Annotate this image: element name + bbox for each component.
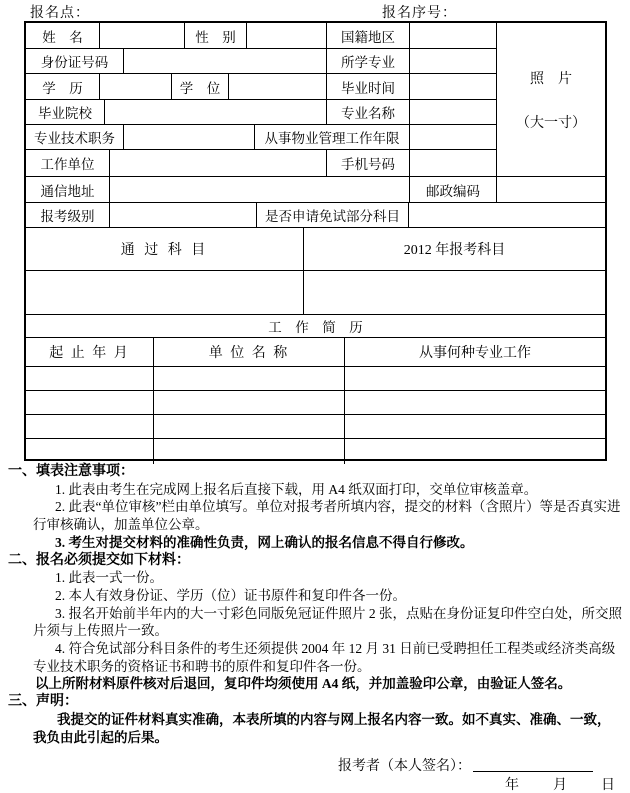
education-label: 学 历 [26,74,100,99]
major-studied-label: 所学专业 [327,49,410,73]
school-field[interactable] [105,100,327,124]
table-row [26,177,605,203]
note-footer: 以上所附材料原件核对后退回，复印件均须使用 A4 纸，并加盖验印公章，由验证人签名。 [35,676,572,692]
tech-title-field[interactable] [124,125,255,149]
work-employer-field[interactable] [154,415,345,438]
work-history-row [26,415,605,439]
notes-section [0,463,622,746]
table-row [26,49,496,74]
exam-level-label: 报考级别 [26,203,110,227]
gender-field[interactable] [247,23,327,48]
pm-years-field[interactable] [410,125,496,149]
note-item: 2. 此表“单位审核”栏由单位填写。单位对报考者所填内容，提交的材料（含照片）等是否真实进行审核确认，加盖单位公章。 [33,499,621,533]
passed-subjects-field[interactable] [26,271,304,314]
gender-label: 性 别 [185,23,247,48]
work-dates-field[interactable] [26,367,154,390]
table-row [26,338,605,367]
table-row [26,100,496,125]
upper-section [26,23,605,177]
exam-level-field[interactable] [110,203,257,227]
table-row [26,74,496,100]
signature-line[interactable] [473,754,593,772]
graduation-time-field[interactable] [410,74,496,99]
table-row [26,271,605,315]
work-employer-field[interactable] [154,367,345,390]
employer-field[interactable] [110,150,327,176]
reg-serial-label: 报名序号： [382,6,457,21]
work-profession-field[interactable] [345,439,605,464]
note-item: 1. 此表由考生在完成网上报名后直接下载，用 A4 纸双面打印，交单位审核盖章。 [55,481,538,497]
notes-section1-heading: 一、填表注意事项： [8,464,134,479]
form-table [24,21,607,461]
degree-label: 学 位 [172,74,229,99]
table-row [26,203,605,228]
reg-point-label: 报名点： [30,6,90,21]
work-history-title: 工 作 简 历 [268,320,363,335]
name-field[interactable] [100,23,185,48]
signature-label: 报考者（本人签名）： [338,759,471,774]
work-profession-field[interactable] [345,391,605,414]
school-label: 毕业院校 [26,100,105,124]
signature-date: 年 月 日 [505,778,617,793]
work-profession-field[interactable] [345,367,605,390]
note-item: 1. 此表一式一份。 [55,570,163,586]
work-profession-field[interactable] [345,415,605,438]
work-dates-field[interactable] [26,391,154,414]
table-row [26,150,496,176]
table-row [26,315,605,338]
employer-label: 工作单位 [26,150,110,176]
passed-subjects-header: 通 过 科 目 [26,228,304,270]
mobile-label: 手机号码 [327,150,410,176]
year-subjects-field[interactable] [304,271,605,314]
major-studied-field[interactable] [410,49,496,73]
year-subjects-header: 2012 年报考科目 [403,243,506,258]
address-field[interactable] [110,177,410,202]
postcode-label: 邮政编码 [410,177,497,202]
note-item: 3. 报名开始前半年内的大一寸彩色同版免冠证件照片 2 张，点贴在身份证复印件空白处，所交照片须与上传照片一致。 [33,605,622,639]
work-col-profession-header: 从事何种专业工作 [419,346,531,361]
degree-field[interactable] [229,74,327,99]
work-employer-field[interactable] [154,439,345,464]
mobile-field[interactable] [410,150,496,176]
table-row [26,23,496,49]
education-field[interactable] [100,74,172,99]
notes-section3-heading: 三、声明： [8,694,78,710]
tech-title-label: 专业技术职务 [26,125,124,149]
major-name-label: 专业名称 [327,100,410,124]
upper-left-fields [26,23,496,176]
work-employer-field[interactable] [154,391,345,414]
exemption-field[interactable] [409,203,605,227]
exemption-label: 是否申请免试部分科目 [257,203,409,227]
work-history-row [26,391,605,415]
table-row [26,125,496,150]
postcode-field[interactable] [497,177,605,202]
photo-box[interactable] [496,23,605,176]
work-history-row [26,367,605,391]
address-label: 通信地址 [26,177,110,202]
pm-years-label: 从事物业管理工作年限 [255,125,410,149]
id-number-label: 身份证号码 [26,49,124,73]
work-dates-field[interactable] [26,415,154,438]
id-number-field[interactable] [124,49,327,73]
photo-label-line2: （大一寸） [516,115,586,131]
declaration-text: 我提交的证件材料真实准确，本表所填的内容与网上报名内容一致。如不真实、准确、一致，我负由此引起的后果。 [33,711,611,745]
nationality-field[interactable] [410,23,496,48]
major-name-field[interactable] [410,100,496,124]
notes-section2-heading: 二、报名必须提交如下材料： [8,552,190,568]
nationality-label: 国籍地区 [327,23,410,48]
work-history-row [26,439,605,464]
name-label: 姓 名 [26,23,100,48]
work-dates-field[interactable] [26,439,154,464]
graduation-time-label: 毕业时间 [327,74,410,99]
work-col-employer-header: 单 位 名 称 [154,338,345,366]
note-item: 2. 本人有效身份证、学历（位）证书原件和复印件各一份。 [55,587,406,603]
note-item: 4. 符合免试部分科目条件的考生还须提供 2004 年 12 月 31 日前已受聘担任工程类或经济类高级专业技术职务的资格证书和聘书的原件和复印件各一份。 [33,641,616,674]
work-col-dates-header: 起 止 年 月 [26,338,154,366]
table-row [26,228,605,271]
note-item: 3. 考生对提交材料的准确性负责，网上确认的报名信息不得自行修改。 [55,534,474,550]
photo-label-line1: 照 片 [530,71,572,87]
